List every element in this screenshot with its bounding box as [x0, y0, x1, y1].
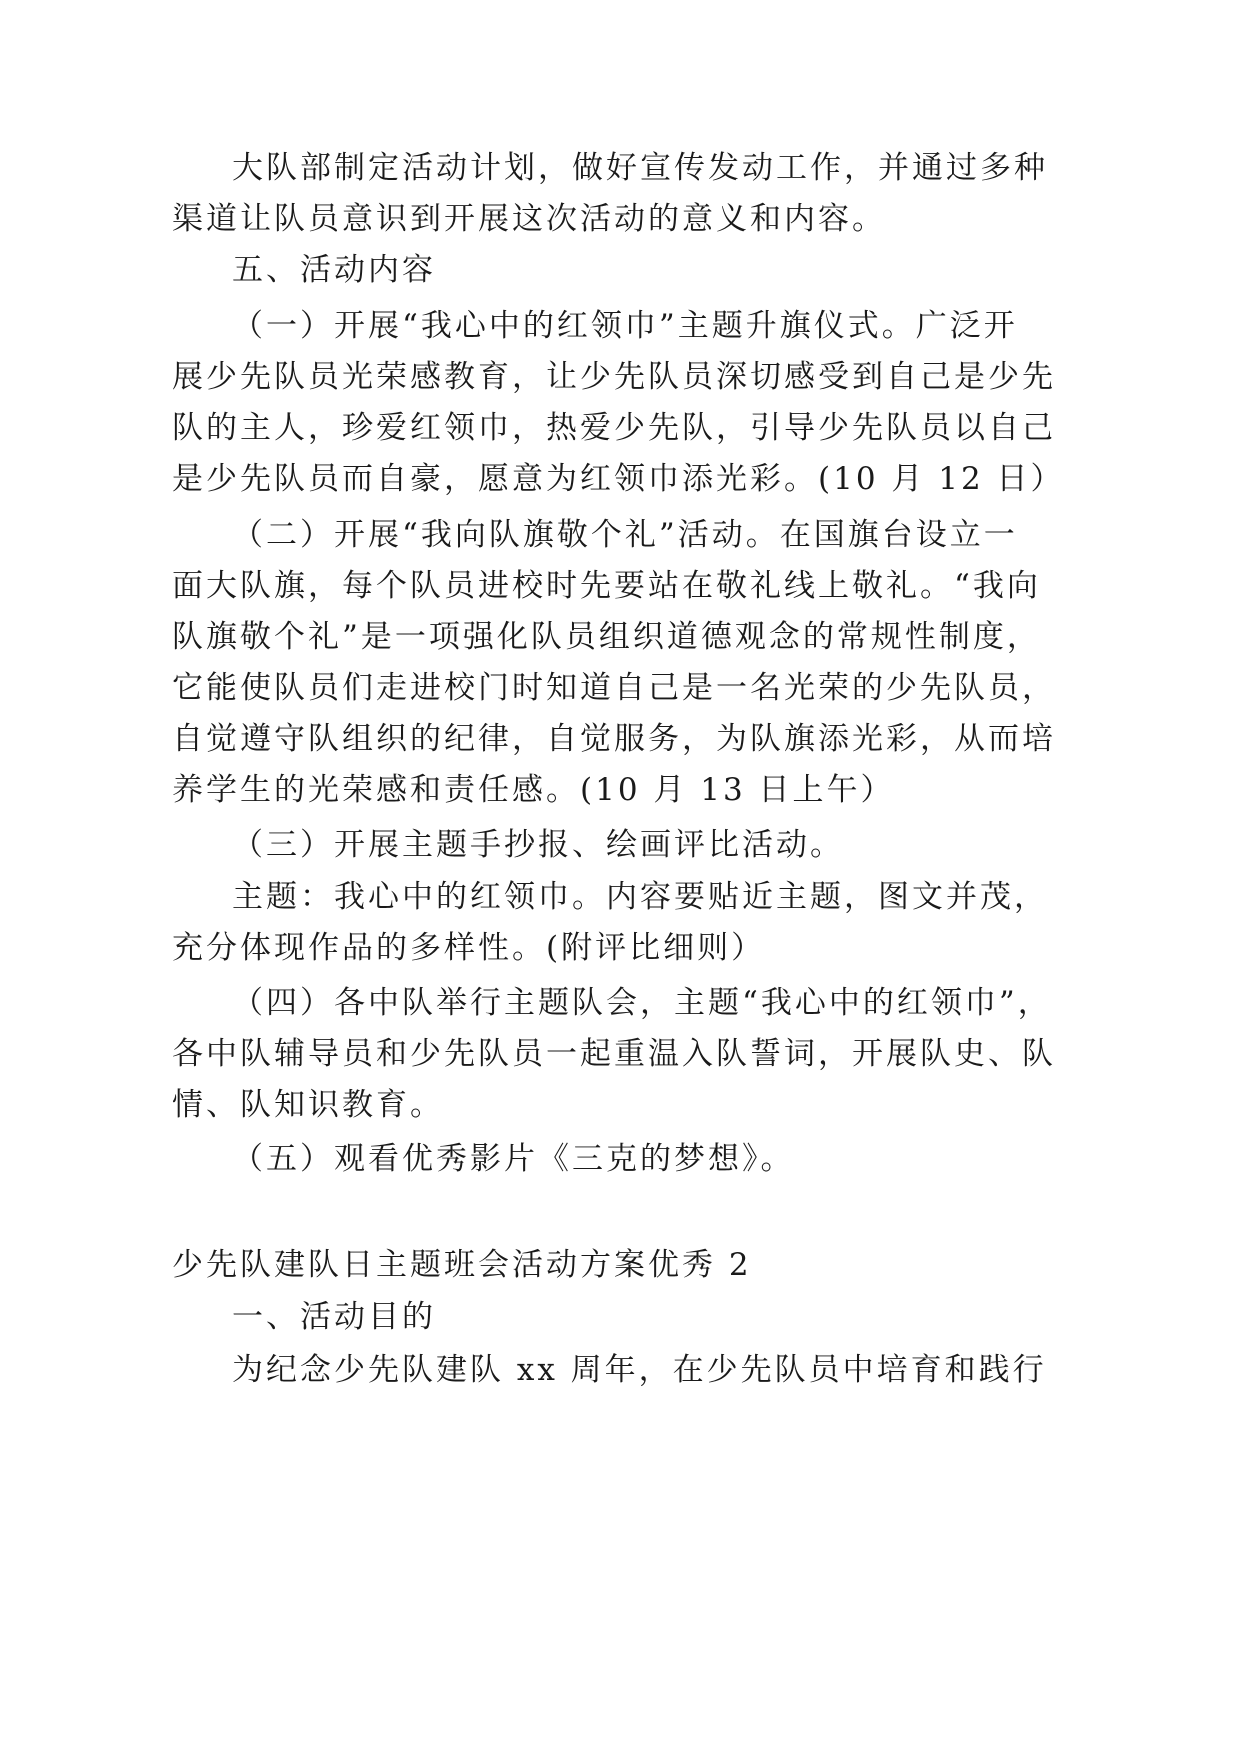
paragraph-line: 展少先队员光荣感教育，让少先队员深切感受到自己是少先 — [172, 359, 1056, 395]
paragraph-line: （二）开展“我向队旗敬个礼”活动。在国旗台设立一 — [232, 517, 1018, 553]
paragraph-line: （五）观看优秀影片《三克的梦想》。 — [232, 1141, 795, 1177]
paragraph-line: 养学生的光荣感和责任感。(10 月 13 日上午） — [172, 772, 895, 808]
paragraph-line: 自觉遵守队组织的纪律，自觉服务，为队旗添光彩，从而培 — [172, 721, 1056, 757]
paragraph-line: 面大队旗，每个队员进校时先要站在敬礼线上敬礼。“我向 — [172, 568, 1041, 604]
paragraph-line: 它能使队员们走进校门时知道自己是一名光荣的少先队员， — [172, 670, 1056, 706]
document-title: 少先队建队日主题班会活动方案优秀 2 — [172, 1247, 752, 1283]
paragraph-line: 大队部制定活动计划，做好宣传发动工作，并通过多种 — [232, 150, 1048, 186]
paragraph-line: 队的主人，珍爱红领巾，热爱少先队，引导少先队员以自己 — [172, 410, 1056, 446]
paragraph-line: 队旗敬个礼”是一项强化队员组织道德观念的常规性制度， — [172, 619, 1041, 655]
paragraph-line: （一）开展“我心中的红领巾”主题升旗仪式。广泛开 — [232, 308, 1018, 344]
paragraph-line: 情、队知识教育。 — [172, 1087, 444, 1123]
section-heading: 五、活动内容 — [232, 252, 436, 288]
section-heading: 一、活动目的 — [232, 1299, 436, 1335]
paragraph-line: 是少先队员而自豪，愿意为红领巾添光彩。(10 月 12 日） — [172, 461, 1065, 497]
paragraph-line: （四）各中队举行主题队会，主题“我心中的红领巾”， — [232, 985, 1052, 1021]
paragraph-line: 为纪念少先队建队 xx 周年，在少先队员中培育和践行 — [232, 1352, 1047, 1388]
paragraph-line: 充分体现作品的多样性。(附评比细则） — [172, 930, 766, 966]
paragraph-line: 各中队辅导员和少先队员一起重温入队誓词，开展队史、队 — [172, 1036, 1056, 1072]
paragraph-line: （三）开展主题手抄报、绘画评比活动。 — [232, 827, 844, 863]
paragraph-line: 主题：我心中的红领巾。内容要贴近主题，图文并茂， — [232, 879, 1048, 915]
paragraph-line: 渠道让队员意识到开展这次活动的意义和内容。 — [172, 201, 886, 237]
